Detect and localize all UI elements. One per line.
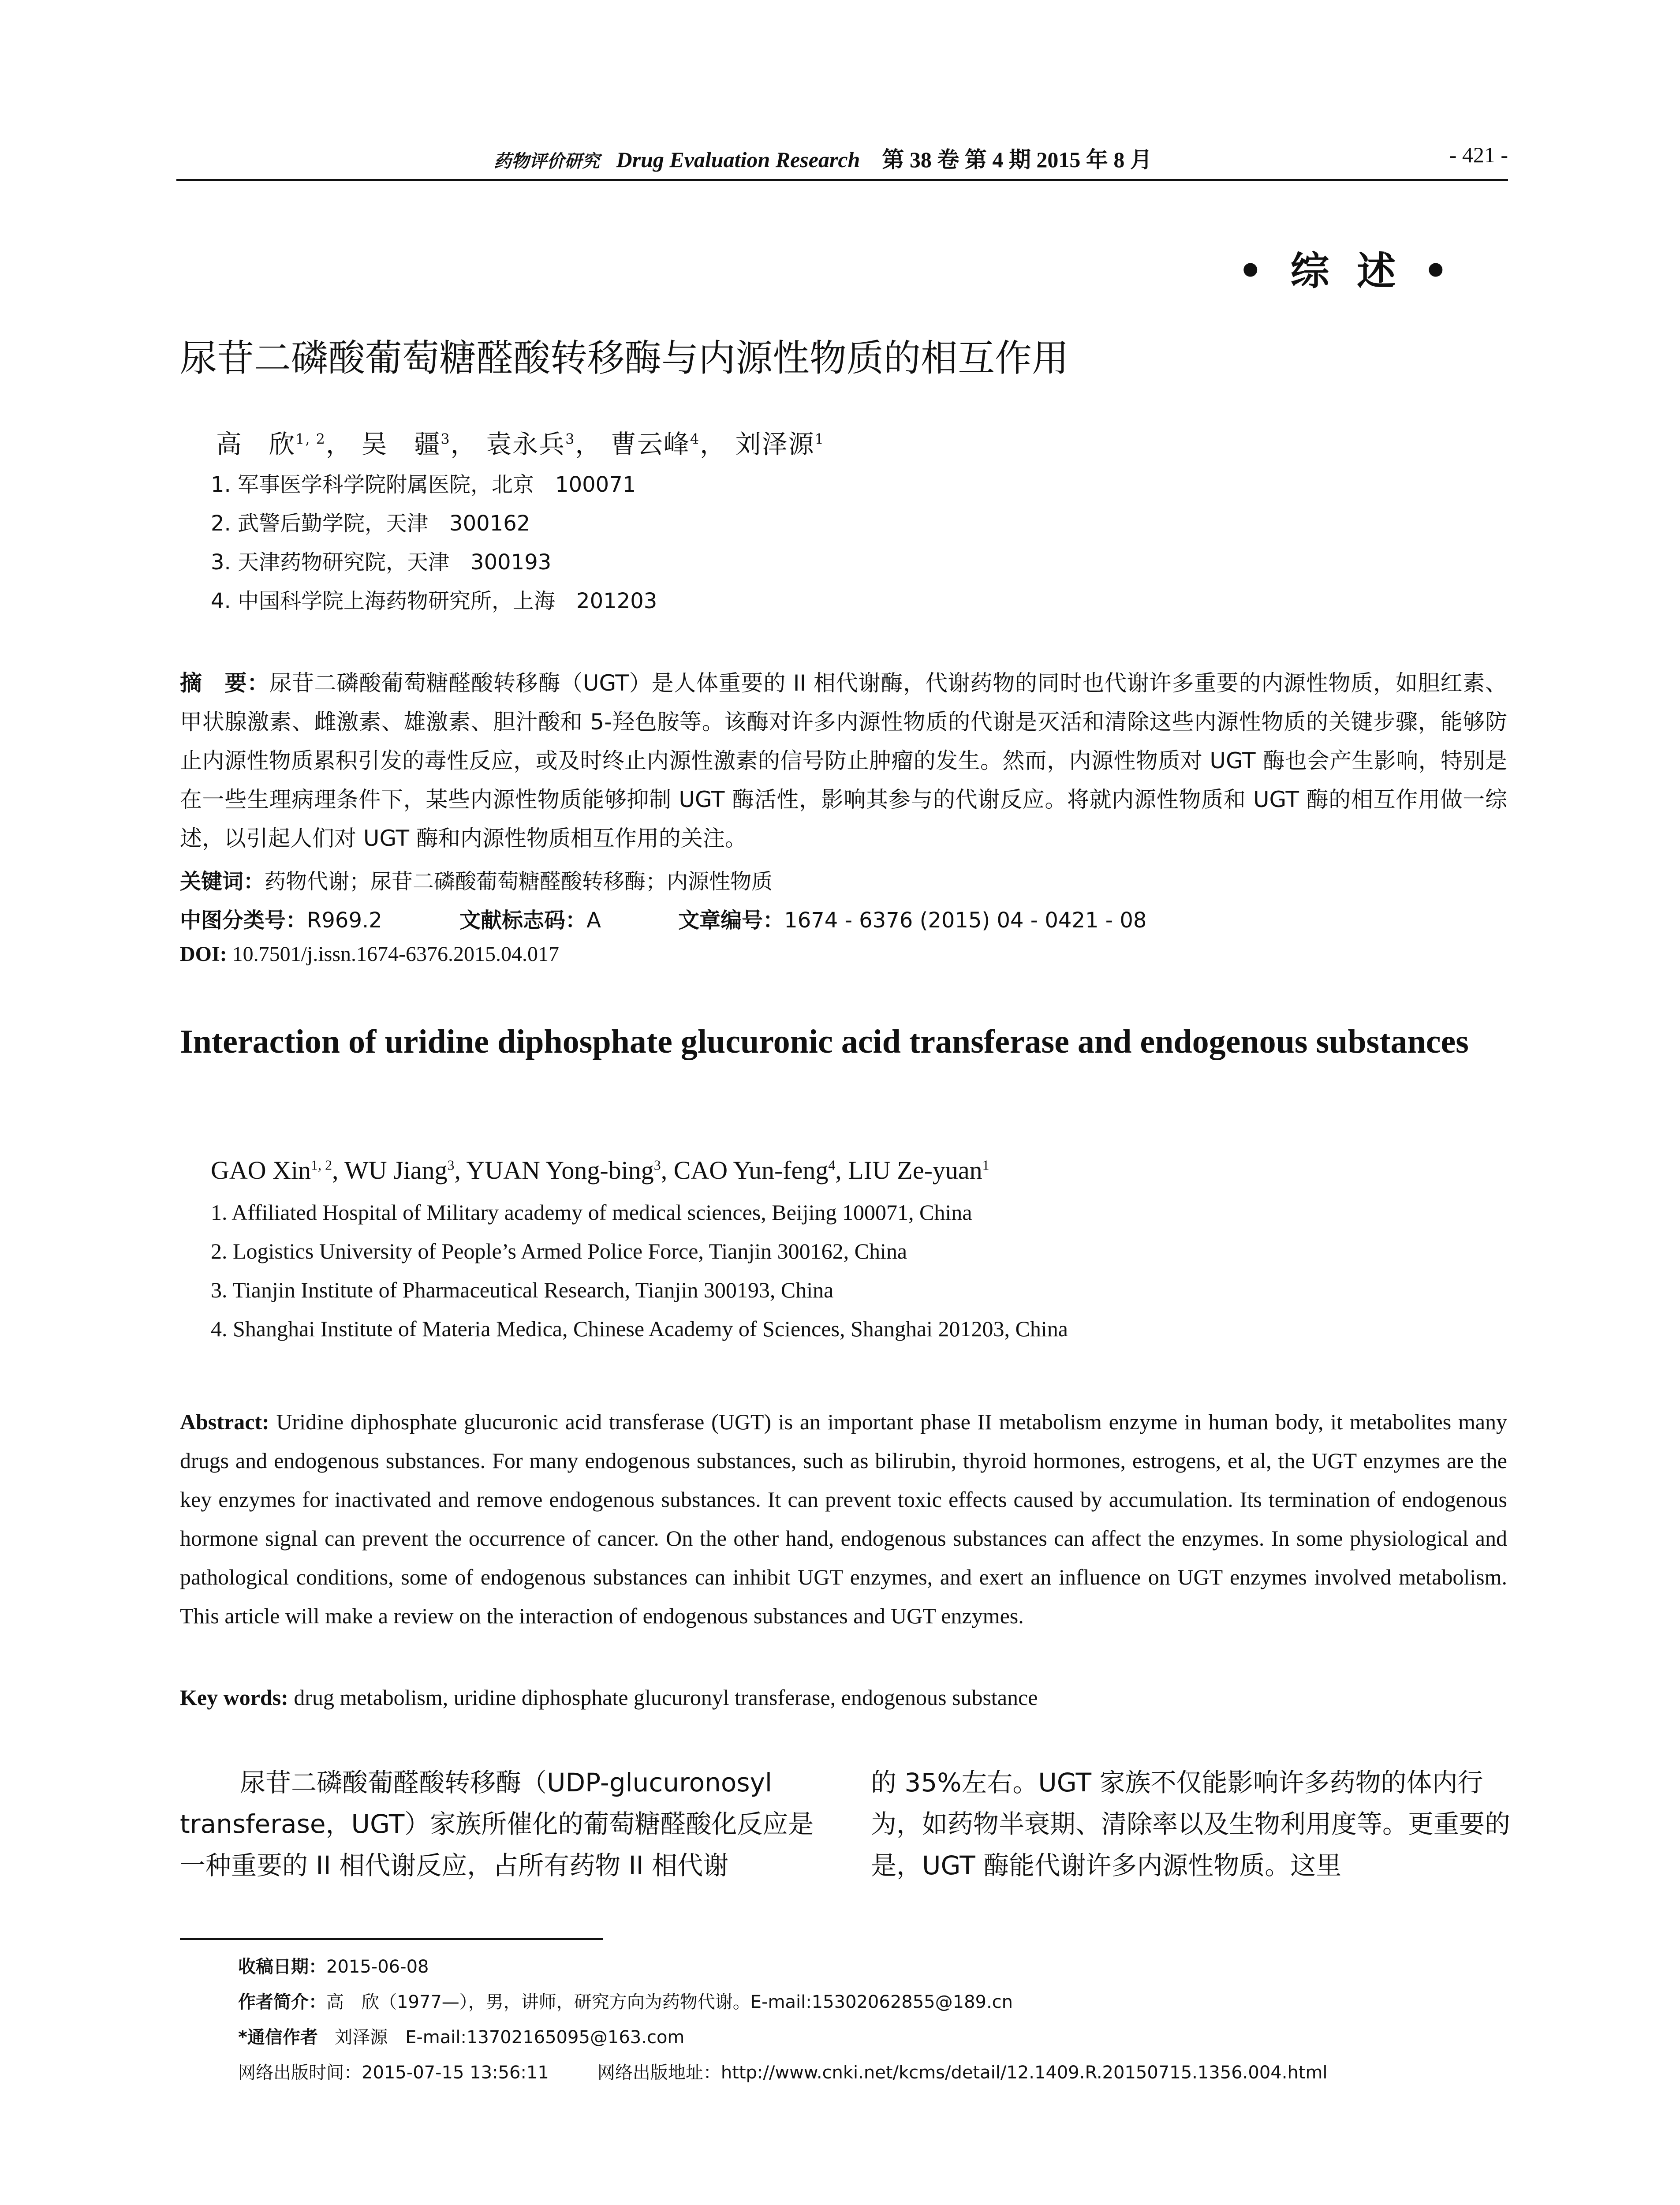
author-sup: 4 <box>690 430 700 448</box>
affiliation-item: 1. Affiliated Hospital of Military academy of medical sciences, Beijing 100071, China <box>211 1200 972 1225</box>
body-column-right: 的 35%左右。UGT 家族不仅能影响许多药物的体内行为，如药物半衰期、清除率以及生物利用度等。更重要的是，UGT 酶能代谢许多内源性物质。这里 <box>871 1768 1511 1880</box>
title-cn: 尿苷二磷酸葡萄糖醛酸转移酶与内源性物质的相互作用 <box>180 336 1069 380</box>
author-sup: 1 <box>982 1157 989 1173</box>
author-sup: 3 <box>565 430 575 448</box>
corresponding-label: *通信作者 <box>238 2027 318 2048</box>
affiliation-item: 1. 军事医学科学院附属医院，北京 100071 <box>211 472 636 497</box>
doc-code-value: A <box>586 908 601 933</box>
author-name: 刘泽源 <box>735 429 815 459</box>
footnote-online <box>238 2055 1328 2090</box>
author-sup: 1, 2 <box>311 1157 332 1173</box>
online-time: 网络出版时间：2015-07-15 13:56:11 <box>238 2063 549 2083</box>
classification-line <box>180 903 1146 934</box>
affiliations-en <box>211 1200 1068 1355</box>
running-header <box>176 142 1508 177</box>
title-en: Interaction of uridine diphosphate glucuronic acid transferase and endogenous substances <box>180 1023 1469 1060</box>
author-name: WU Jiang <box>344 1156 448 1185</box>
article-no-value: 1674 - 6376 (2015) 04 - 0421 - 08 <box>784 908 1147 933</box>
journal-logo: 药物评价研究 <box>494 151 600 172</box>
article-no-label: 文章编号： <box>678 908 784 933</box>
author-name: 吴 疆 <box>361 429 441 459</box>
author-name: LIU Ze-yuan <box>848 1156 982 1185</box>
author-name: 袁永兵 <box>486 429 566 459</box>
abstract-cn-label: 摘 要： <box>180 670 270 696</box>
author-info-label: 作者简介： <box>238 1992 326 2012</box>
header-rule <box>176 179 1508 181</box>
author-name: 曹云峰 <box>610 429 690 459</box>
clc-value: R969.2 <box>307 908 382 933</box>
author-name: YUAN Yong-bing <box>466 1156 654 1185</box>
keywords-en-label: Key words: <box>180 1685 288 1710</box>
footnote-author <box>238 1984 1328 2020</box>
author-sup: 1, 2 <box>295 430 326 448</box>
author-sup: 3 <box>653 1157 661 1173</box>
keywords-cn <box>180 864 773 895</box>
affiliations-cn <box>211 467 657 623</box>
footnote-corresponding <box>238 2020 1328 2055</box>
online-url[interactable]: 网络出版地址：http://www.cnki.net/kcms/detail/12.1409.R.20150715.1356.004.html <box>597 2063 1328 2083</box>
keywords-en-text: drug metabolism, uridine diphosphate glucuronyl transferase, endogenous substance <box>294 1685 1038 1710</box>
author-name: 高 欣 <box>216 429 296 459</box>
keywords-en <box>180 1685 1038 1710</box>
corresponding-info: 刘泽源 E-mail:13702165095@163.com <box>335 2027 685 2048</box>
author-name: GAO Xin <box>211 1156 311 1185</box>
received-date: 2015-06-08 <box>326 1957 429 1977</box>
doi-line <box>180 942 559 966</box>
affiliation-item: 4. Shanghai Institute of Materia Medica, Chinese Academy of Sciences, Shanghai 201203, China <box>211 1316 1068 1341</box>
section-tag: • 综 述 • <box>1238 248 1455 294</box>
journal-info <box>494 142 1152 174</box>
authors-cn: 高 欣$^{1, 2}$， 吴 疆$^3$， 袁永兵$^3$， 曹云峰$^4$， 刘泽源$^1$ <box>216 429 825 459</box>
abstract-cn-text: 尿苷二磷酸葡萄糖醛酸转移酶（UGT）是人体重要的 II 相代谢酶，代谢药物的同时也代谢许多重要的内源性物质，如胆红素、甲状腺激素、雌激素、雄激素、胆汁酸和 5-羟色胺等。该酶对许多内源性物质的代谢是灭活和清除这些内源性物质的关键步骤，能够防止内源性物质累积引发的毒性反应，或及时终止内源性激素的信号防止肿瘤的发生。然而，内源性物质对 UGT 酶也会产生影响，特别是在一些生理病理条件下，某些内源性物质能够抑制 UGT 酶活性，影响其参与的代谢反应。将就内源性物质和 UGT 酶的相互作用做一综述，以引起人们对 UGT 酶和内源性物质相互作用的关注。 <box>180 670 1507 851</box>
body-column-left: 尿苷二磷酸葡醛酸转移酶（UDP-glucuronosyl transferase，UGT）家族所催化的葡萄糖醛酸化反应是一种重要的 II 相代谢反应，占所有药物 II 相代谢 <box>180 1768 814 1880</box>
footnote-received <box>238 1949 1328 1984</box>
footnote-rule <box>180 1938 603 1940</box>
abstract-en-text: Uridine diphosphate glucuronic acid transferase (UGT) is an important phase II metabolism enzyme in human body, it metabolites many drugs and endogenous substances. For many endogenous substances, such as bilirubin, thyroid hormones, estrogens, et al, the UGT enzymes are the key enzymes for inactivated and remove endogenous substances. It can prevent toxic effects caused by accumulation. Its termination of endogenous hormone signal can prevent the occurrence of cancer. On the other hand, endogenous substances can affect the enzymes. In some physiological and pathological conditions, some of endogenous substances can inhibit UGT enzymes, and exert an influence on UGT enzymes involved metabolism. This article will make a review on the interaction of endogenous substances and UGT enzymes. <box>180 1409 1508 1628</box>
author-sup: 3 <box>441 430 451 448</box>
affiliation-item: 2. Logistics University of People’s Armed Police Force, Tianjin 300162, China <box>211 1239 907 1263</box>
abstract-cn <box>180 664 1507 858</box>
affiliation-item: 3. Tianjin Institute of Pharmaceutical Research, Tianjin 300193, China <box>211 1278 834 1302</box>
keywords-cn-text: 药物代谢；尿苷二磷酸葡萄糖醛酸转移酶；内源性物质 <box>265 869 773 894</box>
received-label: 收稿日期： <box>238 1957 326 1977</box>
page-number: - 421 - <box>1449 142 1508 167</box>
footnotes <box>238 1949 1328 2090</box>
doi-label: DOI: <box>180 942 227 966</box>
keywords-cn-label: 关键词： <box>180 869 265 894</box>
doc-code-label: 文献标志码： <box>459 908 587 933</box>
author-info: 高 欣（1977—），男，讲师，研究方向为药物代谢。E-mail:15302062855@189.cn <box>326 1992 1013 2012</box>
authors-en: GAO Xin$^{1, 2}$, WU Jiang$^3$, YUAN Yong-bing$^3$, CAO Yun-feng$^4$, LIU Ze-yuan$^1$ <box>211 1156 989 1185</box>
clc-label: 中图分类号： <box>180 908 307 933</box>
doi-link[interactable]: 10.7501/j.issn.1674-6376.2015.04.017 <box>232 942 560 966</box>
author-sup: 4 <box>828 1157 836 1173</box>
affiliation-item: 2. 武警后勤学院，天津 300162 <box>211 511 530 536</box>
author-sup: 1 <box>814 430 825 448</box>
journal-name-en: Drug Evaluation Research <box>616 147 860 172</box>
author-name: CAO Yun-feng <box>673 1156 829 1185</box>
affiliation-item: 3. 天津药物研究院，天津 300193 <box>211 550 552 575</box>
author-sup: 3 <box>447 1157 455 1173</box>
issue-info: 第 38 卷 第 4 期 2015 年 8 月 <box>882 147 1152 172</box>
abstract-en-label: Abstract: <box>180 1409 269 1434</box>
abstract-en <box>180 1402 1507 1635</box>
affiliation-item: 4. 中国科学院上海药物研究所，上海 201203 <box>211 589 657 613</box>
